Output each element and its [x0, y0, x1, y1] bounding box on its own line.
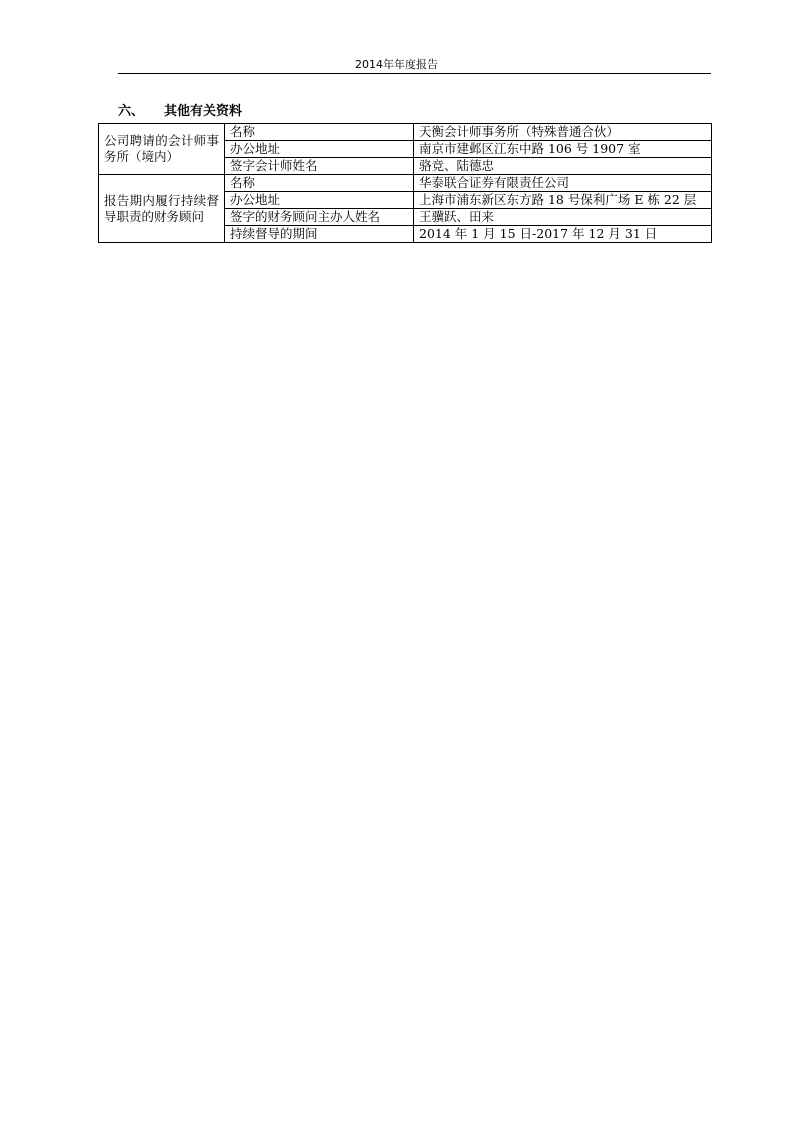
- field-label: 办公地址: [225, 192, 414, 209]
- field-label: 办公地址: [225, 141, 414, 158]
- field-label: 名称: [225, 175, 414, 192]
- field-value: 南京市建邺区江东中路 106 号 1907 室: [414, 141, 712, 158]
- section-6-title: [118, 100, 242, 119]
- table-row: [99, 175, 712, 192]
- field-value: 上海市浦东新区东方路 18 号保利广场 E 栋 22 层: [414, 192, 712, 209]
- field-label: 签字会计师姓名: [225, 158, 414, 175]
- field-value: 华泰联合证券有限责任公司: [414, 175, 712, 192]
- field-value: 天衡会计师事务所（特殊普通合伙）: [414, 124, 712, 141]
- field-label: 名称: [225, 124, 414, 141]
- section-6-number: 六、: [118, 104, 145, 119]
- group-label-advisor: 报告期内履行持续督导职责的财务顾问: [99, 175, 225, 243]
- field-label: 持续督导的期间: [225, 226, 414, 243]
- field-value: 2014 年 1 月 15 日-2017 年 12 月 31 日: [414, 226, 712, 243]
- group-label-auditor: 公司聘请的会计师事务所（境内）: [99, 124, 225, 175]
- section-6-text: 其他有关资料: [164, 104, 243, 119]
- other-info-table: [98, 123, 712, 243]
- field-label: 签字的财务顾问主办人姓名: [225, 209, 414, 226]
- field-value: 王骥跃、田来: [414, 209, 712, 226]
- header-rule: [118, 73, 711, 74]
- field-value: 骆竞、陆德忠: [414, 158, 712, 175]
- table-row: [99, 124, 712, 141]
- page-header-title: 2014年年度报告: [355, 58, 438, 71]
